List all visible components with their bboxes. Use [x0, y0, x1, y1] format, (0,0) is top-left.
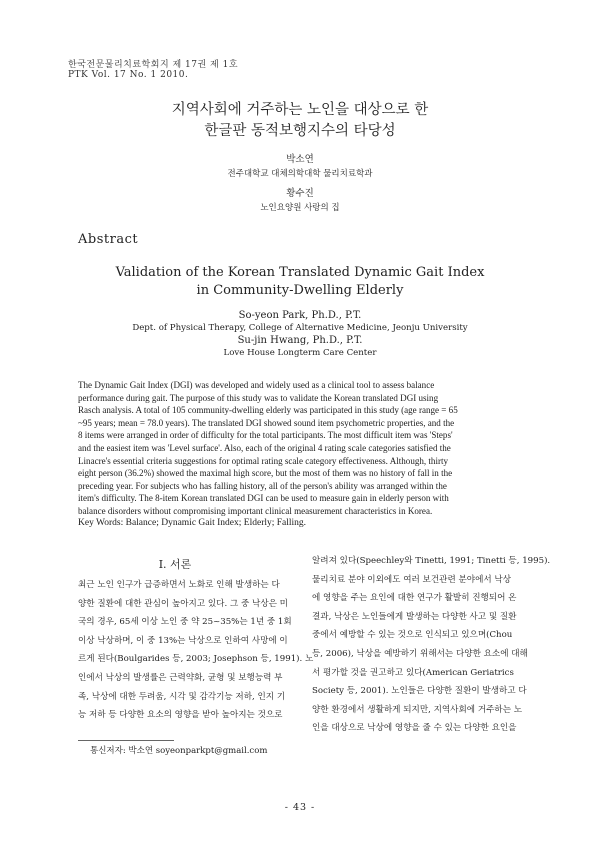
abstract-line: Rasch analysis. A total of 105 community-dwelling elderly was participated in this study (age range = 65 [78, 405, 458, 416]
paragraph-line: 국의 경우, 65세 이상 노인 중 약 25~35%는 1년 중 1회 [78, 617, 292, 628]
english-author-2: Su-jin Hwang, Ph.D., P.T. [237, 335, 363, 346]
corresponding-author-footnote: 통신저자: 박소연 soyeonparkpt@gmail.com [90, 746, 268, 756]
korean-affiliation-2: 노인요양원 사랑의 집 [260, 203, 340, 213]
paragraph-line: 중에서 예방할 수 있는 것으로 인식되고 있으며(Chou [312, 630, 513, 641]
keywords: Key Words: Balance; Dynamic Gait Index; Elderly; Falling. [78, 518, 307, 528]
english-title-line-2: in Community-Dwelling Elderly [196, 283, 404, 298]
korean-affiliation-1: 전주대학교 대체의학대학 물리치료학과 [227, 169, 373, 179]
abstract-line: item's difficulty. The 8-item Korean translated DGI can be used to measure gain in elderly person with [78, 493, 449, 504]
paragraph-line: 족, 낙상에 대한 두려움, 시각 및 감각기능 저하, 인지 기 [78, 691, 286, 702]
english-title-line-1: Validation of the Korean Translated Dynamic Gait Index [115, 265, 485, 280]
korean-title-line-1: 지역사회에 거주하는 노인을 대상으로 한 [171, 102, 429, 118]
abstract-line: eight person (36.2%) showed the maximal high score, but the most of them was no history of fall in the [78, 468, 453, 479]
abstract-heading: Abstract [78, 232, 139, 247]
abstract-line: performance during gait. The purpose of this study was to validate the Korean translated DGI using [78, 392, 439, 403]
abstract-line: ~95 years; mean = 78.0 years). The translated DGI showed sound item psychometric properties, and the [78, 417, 455, 428]
paragraph-line: 인에서 낙상의 발생률은 근력약화, 균형 및 보행능력 부 [78, 672, 283, 683]
paragraph-line: 양한 환경에서 생활하게 되지만, 지역사회에 거주하는 노 [312, 704, 523, 715]
english-affiliation-1: Dept. of Physical Therapy, College of Alternative Medicine, Jeonju University [132, 323, 468, 333]
abstract-line: balance disorders without compromising important clinical measurement characteristics in Korea. [78, 505, 433, 516]
paragraph-line: 양한 질환에 대한 관심이 높아지고 있다. 그 중 낙상은 미 [78, 598, 288, 609]
left-column-text [78, 576, 314, 725]
journal-volume-line: PTK Vol. 17 No. 1 2010. [68, 70, 189, 80]
paragraph-line: 알려져 있다(Speechley와 Tinetti, 1991; Tinetti 등, 1995). [312, 556, 551, 566]
korean-author-2: 황수진 [286, 188, 314, 199]
paragraph-line: 르게 된다(Boulgarides 등, 2003; Josephson 등, 1991). 노 [78, 654, 314, 665]
paragraph-line: 결과, 낙상은 노인들에게 발생하는 다양한 사고 및 질환 [312, 611, 517, 622]
english-author-1: So-yeon Park, Ph.D., P.T. [238, 310, 362, 321]
abstract-line: Linacre's essential criteria suggestions for optimal rating scale category effectiveness. Although, thirty [78, 455, 449, 466]
paragraph-line: Society 등, 2001). 노인들은 다양한 질환이 발생하고 다 [312, 686, 527, 697]
page-number: - 43 - [284, 802, 316, 813]
english-affiliation-2: Love House Longterm Care Center [223, 348, 377, 358]
paragraph-line: 등, 2006), 낙상을 예방하기 위해서는 다양한 요소에 대해 [312, 648, 528, 659]
paragraph-line: 이상 낙상하며, 이 중 13%는 낙상으로 인하여 사망에 이 [78, 635, 288, 646]
abstract-line: The Dynamic Gait Index (DGI) was developed and widely used as a clinical tool to assess balance [78, 380, 435, 390]
journal-korean-line: 한국전문물리치료학회지 제 17권 제 1호 [68, 60, 239, 70]
korean-title-line-2: 한글판 동적보행지수의 타당성 [204, 123, 396, 139]
right-column-text [312, 552, 551, 738]
abstract-body [78, 379, 524, 518]
korean-author-1: 박소연 [286, 154, 314, 165]
paragraph-line: 능 저하 등 다양한 요소의 영향을 받아 높아지는 것으로 [78, 710, 283, 721]
paragraph-line: 물리치료 분야 이외에도 여러 보건관련 분야에서 낙상 [312, 574, 512, 585]
abstract-line: preceding year. For subjects who has falling history, all of the person's ability was arranged within the [78, 480, 447, 491]
paragraph-line: 인을 대상으로 낙상에 영향을 줄 수 있는 다양한 요인을 [312, 723, 517, 734]
abstract-line: 8 items were arranged in order of difficulty for the total participants. The most difficult item was 'Steps' [78, 430, 453, 441]
footnote-divider [78, 740, 174, 741]
section-heading-introduction: Ⅰ. 서론 [158, 558, 192, 571]
paragraph-line: 최근 노인 인구가 급증하면서 노화로 인해 발생하는 다 [78, 580, 280, 590]
paragraph-line: 서 평가할 것을 권고하고 있다(American Geriatrics [312, 667, 514, 678]
abstract-line: and the easiest item was 'Level surface'. Also, each of the original 4 rating scale categories satisfied the [78, 442, 451, 453]
paragraph-line: 에 영향을 주는 요인에 대한 연구가 활발히 진행되어 온 [312, 593, 517, 604]
